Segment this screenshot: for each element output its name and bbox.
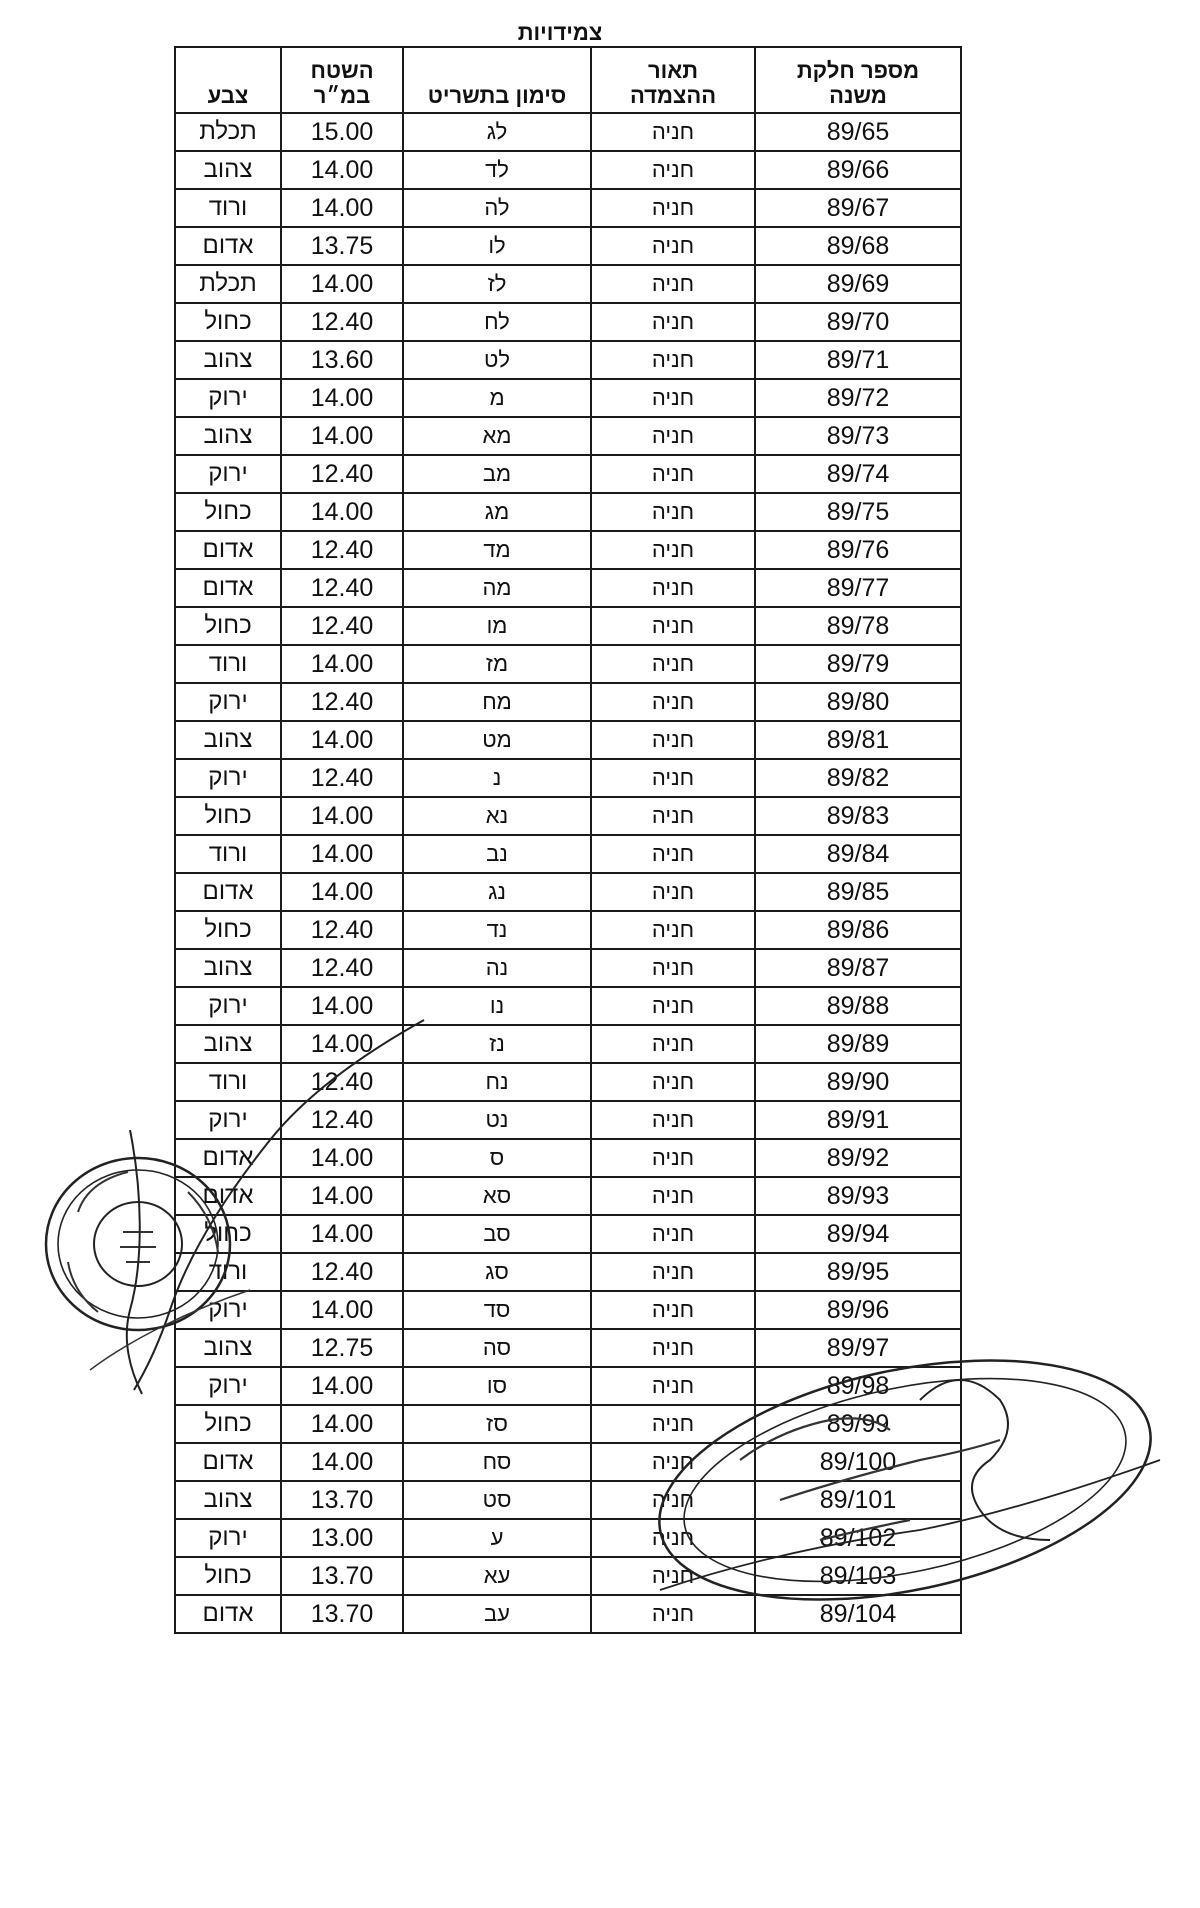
cell-parcel: 89/84 xyxy=(755,835,961,873)
cell-mark: סב xyxy=(403,1215,591,1253)
table-row xyxy=(175,1253,961,1291)
cell-color: אדום xyxy=(175,1443,281,1481)
cell-description: חניה xyxy=(591,1101,755,1139)
cell-mark: מד xyxy=(403,531,591,569)
cell-parcel: 89/91 xyxy=(755,1101,961,1139)
cell-color: צהוב xyxy=(175,1025,281,1063)
table-row xyxy=(175,911,961,949)
header-area: השטח במ״ר xyxy=(281,47,403,113)
cell-color: אדום xyxy=(175,873,281,911)
cell-parcel: 89/75 xyxy=(755,493,961,531)
table-row xyxy=(175,987,961,1025)
cell-parcel: 89/72 xyxy=(755,379,961,417)
cell-mark: לה xyxy=(403,189,591,227)
cell-color: ירוק xyxy=(175,1519,281,1557)
cell-area: 14.00 xyxy=(281,797,403,835)
cell-color: ירוק xyxy=(175,379,281,417)
cell-area: 14.00 xyxy=(281,1215,403,1253)
cell-area: 14.00 xyxy=(281,1291,403,1329)
cell-parcel: 89/96 xyxy=(755,1291,961,1329)
cell-parcel: 89/76 xyxy=(755,531,961,569)
cell-color: כחול xyxy=(175,493,281,531)
header-color: צבע xyxy=(175,47,281,113)
cell-area: 14.00 xyxy=(281,835,403,873)
cell-mark: נט xyxy=(403,1101,591,1139)
table-row xyxy=(175,1215,961,1253)
cell-mark: נד xyxy=(403,911,591,949)
cell-description: חניה xyxy=(591,987,755,1025)
cell-description: חניה xyxy=(591,1177,755,1215)
cell-mark: סא xyxy=(403,1177,591,1215)
table-row xyxy=(175,1367,961,1405)
cell-mark: מ xyxy=(403,379,591,417)
cell-description: חניה xyxy=(591,873,755,911)
table-row xyxy=(175,1405,961,1443)
cell-parcel: 89/97 xyxy=(755,1329,961,1367)
table-row xyxy=(175,1443,961,1481)
table-row xyxy=(175,1139,961,1177)
cell-description: חניה xyxy=(591,303,755,341)
cell-area: 12.40 xyxy=(281,1101,403,1139)
table-row xyxy=(175,189,961,227)
cell-mark: סג xyxy=(403,1253,591,1291)
table-row xyxy=(175,759,961,797)
cell-description: חניה xyxy=(591,113,755,151)
cell-area: 14.00 xyxy=(281,493,403,531)
cell-color: ירוק xyxy=(175,1291,281,1329)
cell-description: חניה xyxy=(591,531,755,569)
cell-area: 14.00 xyxy=(281,1367,403,1405)
cell-parcel: 89/78 xyxy=(755,607,961,645)
cell-color: ורוד xyxy=(175,835,281,873)
cell-parcel: 89/82 xyxy=(755,759,961,797)
cell-mark: סה xyxy=(403,1329,591,1367)
cell-area: 12.40 xyxy=(281,455,403,493)
cell-mark: עב xyxy=(403,1595,591,1633)
cell-parcel: 89/80 xyxy=(755,683,961,721)
table-row xyxy=(175,379,961,417)
cell-mark: לז xyxy=(403,265,591,303)
cell-color: תכלת xyxy=(175,113,281,151)
cell-description: חניה xyxy=(591,797,755,835)
cell-color: ירוק xyxy=(175,455,281,493)
cell-mark: מג xyxy=(403,493,591,531)
cell-parcel: 89/65 xyxy=(755,113,961,151)
cell-description: חניה xyxy=(591,341,755,379)
cell-description: חניה xyxy=(591,835,755,873)
cell-mark: סו xyxy=(403,1367,591,1405)
cell-color: ירוק xyxy=(175,1367,281,1405)
cell-area: 12.40 xyxy=(281,569,403,607)
table-row xyxy=(175,455,961,493)
table-row xyxy=(175,1595,961,1633)
cell-description: חניה xyxy=(591,1063,755,1101)
cell-area: 12.40 xyxy=(281,1063,403,1101)
table-row xyxy=(175,683,961,721)
cell-area: 12.40 xyxy=(281,911,403,949)
cell-color: ורוד xyxy=(175,189,281,227)
cell-parcel: 89/71 xyxy=(755,341,961,379)
cell-color: צהוב xyxy=(175,1481,281,1519)
cell-color: ירוק xyxy=(175,683,281,721)
cell-area: 12.40 xyxy=(281,949,403,987)
cell-description: חניה xyxy=(591,1481,755,1519)
cell-area: 15.00 xyxy=(281,113,403,151)
cell-mark: סח xyxy=(403,1443,591,1481)
cell-description: חניה xyxy=(591,683,755,721)
cell-color: ורוד xyxy=(175,1253,281,1291)
cell-area: 12.40 xyxy=(281,759,403,797)
page-title: צמידויות xyxy=(517,20,603,45)
cell-color: כחול xyxy=(175,911,281,949)
cell-description: חניה xyxy=(591,569,755,607)
cell-description: חניה xyxy=(591,227,755,265)
cell-mark: לו xyxy=(403,227,591,265)
cell-color: ירוק xyxy=(175,987,281,1025)
attachments-table xyxy=(174,46,962,1634)
cell-description: חניה xyxy=(591,1443,755,1481)
cell-area: 12.40 xyxy=(281,531,403,569)
cell-description: חניה xyxy=(591,1253,755,1291)
cell-mark: נה xyxy=(403,949,591,987)
table-row xyxy=(175,1329,961,1367)
cell-mark: סט xyxy=(403,1481,591,1519)
cell-color: ורוד xyxy=(175,1063,281,1101)
cell-mark: נח xyxy=(403,1063,591,1101)
cell-mark: לד xyxy=(403,151,591,189)
cell-mark: מב xyxy=(403,455,591,493)
cell-description: חניה xyxy=(591,189,755,227)
cell-parcel: 89/95 xyxy=(755,1253,961,1291)
cell-area: 14.00 xyxy=(281,873,403,911)
table-row xyxy=(175,1063,961,1101)
cell-area: 13.75 xyxy=(281,227,403,265)
cell-mark: נו xyxy=(403,987,591,1025)
cell-description: חניה xyxy=(591,151,755,189)
cell-area: 14.00 xyxy=(281,151,403,189)
table-header-row xyxy=(175,47,961,113)
cell-parcel: 89/100 xyxy=(755,1443,961,1481)
cell-area: 13.00 xyxy=(281,1519,403,1557)
cell-mark: סד xyxy=(403,1291,591,1329)
cell-color: אדום xyxy=(175,1139,281,1177)
cell-area: 14.00 xyxy=(281,417,403,455)
cell-parcel: 89/102 xyxy=(755,1519,961,1557)
cell-description: חניה xyxy=(591,911,755,949)
cell-parcel: 89/87 xyxy=(755,949,961,987)
cell-parcel: 89/83 xyxy=(755,797,961,835)
cell-description: חניה xyxy=(591,1519,755,1557)
cell-description: חניה xyxy=(591,379,755,417)
cell-description: חניה xyxy=(591,759,755,797)
cell-parcel: 89/101 xyxy=(755,1481,961,1519)
cell-color: צהוב xyxy=(175,1329,281,1367)
cell-mark: מז xyxy=(403,645,591,683)
cell-parcel: 89/81 xyxy=(755,721,961,759)
table-row xyxy=(175,1519,961,1557)
cell-parcel: 89/93 xyxy=(755,1177,961,1215)
cell-area: 12.40 xyxy=(281,683,403,721)
cell-description: חניה xyxy=(591,721,755,759)
cell-area: 14.00 xyxy=(281,265,403,303)
table-row xyxy=(175,1481,961,1519)
cell-parcel: 89/69 xyxy=(755,265,961,303)
cell-color: כחול xyxy=(175,607,281,645)
cell-color: ירוק xyxy=(175,759,281,797)
cell-parcel: 89/86 xyxy=(755,911,961,949)
cell-mark: נג xyxy=(403,873,591,911)
cell-parcel: 89/70 xyxy=(755,303,961,341)
cell-mark: לג xyxy=(403,113,591,151)
header-parcel: מספר חלקת משנה xyxy=(755,47,961,113)
cell-area: 12.40 xyxy=(281,303,403,341)
cell-color: צהוב xyxy=(175,417,281,455)
cell-parcel: 89/68 xyxy=(755,227,961,265)
cell-mark: מו xyxy=(403,607,591,645)
cell-color: צהוב xyxy=(175,151,281,189)
cell-area: 14.00 xyxy=(281,379,403,417)
table-row xyxy=(175,607,961,645)
table-row xyxy=(175,645,961,683)
table-row xyxy=(175,303,961,341)
cell-description: חניה xyxy=(591,1291,755,1329)
cell-description: חניה xyxy=(591,1595,755,1633)
cell-area: 14.00 xyxy=(281,721,403,759)
cell-color: צהוב xyxy=(175,721,281,759)
table-row xyxy=(175,227,961,265)
cell-description: חניה xyxy=(591,1025,755,1063)
cell-parcel: 89/73 xyxy=(755,417,961,455)
cell-color: אדום xyxy=(175,531,281,569)
table-row xyxy=(175,1101,961,1139)
cell-mark: נ xyxy=(403,759,591,797)
cell-description: חניה xyxy=(591,1405,755,1443)
cell-area: 14.00 xyxy=(281,1139,403,1177)
cell-area: 14.00 xyxy=(281,645,403,683)
cell-area: 12.40 xyxy=(281,607,403,645)
cell-color: אדום xyxy=(175,1595,281,1633)
cell-color: אדום xyxy=(175,1177,281,1215)
cell-area: 14.00 xyxy=(281,987,403,1025)
cell-parcel: 89/88 xyxy=(755,987,961,1025)
cell-mark: מט xyxy=(403,721,591,759)
cell-color: כחול xyxy=(175,303,281,341)
cell-mark: סז xyxy=(403,1405,591,1443)
cell-color: צהוב xyxy=(175,949,281,987)
cell-description: חניה xyxy=(591,949,755,987)
cell-parcel: 89/90 xyxy=(755,1063,961,1101)
cell-area: 12.40 xyxy=(281,1253,403,1291)
cell-parcel: 89/74 xyxy=(755,455,961,493)
cell-color: כחול xyxy=(175,797,281,835)
cell-mark: נב xyxy=(403,835,591,873)
cell-parcel: 89/77 xyxy=(755,569,961,607)
cell-color: כחול xyxy=(175,1557,281,1595)
cell-color: כחול xyxy=(175,1215,281,1253)
table-row xyxy=(175,531,961,569)
cell-color: כחול xyxy=(175,1405,281,1443)
cell-mark: לט xyxy=(403,341,591,379)
cell-mark: נז xyxy=(403,1025,591,1063)
table-row xyxy=(175,873,961,911)
cell-description: חניה xyxy=(591,607,755,645)
cell-description: חניה xyxy=(591,1367,755,1405)
header-mark: סימון בתשריט xyxy=(403,47,591,113)
table-row xyxy=(175,721,961,759)
cell-area: 14.00 xyxy=(281,1405,403,1443)
table-row xyxy=(175,1025,961,1063)
table-row xyxy=(175,949,961,987)
cell-area: 12.75 xyxy=(281,1329,403,1367)
cell-description: חניה xyxy=(591,493,755,531)
cell-color: ירוק xyxy=(175,1101,281,1139)
table-row xyxy=(175,341,961,379)
cell-parcel: 89/98 xyxy=(755,1367,961,1405)
cell-parcel: 89/79 xyxy=(755,645,961,683)
cell-mark: עא xyxy=(403,1557,591,1595)
table-row xyxy=(175,151,961,189)
cell-parcel: 89/66 xyxy=(755,151,961,189)
cell-parcel: 89/94 xyxy=(755,1215,961,1253)
cell-color: אדום xyxy=(175,227,281,265)
table-row xyxy=(175,1557,961,1595)
table-row xyxy=(175,797,961,835)
cell-parcel: 89/103 xyxy=(755,1557,961,1595)
cell-area: 14.00 xyxy=(281,189,403,227)
cell-parcel: 89/92 xyxy=(755,1139,961,1177)
cell-description: חניה xyxy=(591,645,755,683)
cell-mark: ע xyxy=(403,1519,591,1557)
cell-area: 14.00 xyxy=(281,1177,403,1215)
table-row xyxy=(175,1177,961,1215)
cell-area: 13.70 xyxy=(281,1481,403,1519)
cell-description: חניה xyxy=(591,265,755,303)
table-row xyxy=(175,493,961,531)
cell-color: צהוב xyxy=(175,341,281,379)
cell-area: 13.70 xyxy=(281,1595,403,1633)
cell-parcel: 89/99 xyxy=(755,1405,961,1443)
cell-color: תכלת xyxy=(175,265,281,303)
cell-description: חניה xyxy=(591,1329,755,1367)
cell-parcel: 89/85 xyxy=(755,873,961,911)
cell-description: חניה xyxy=(591,455,755,493)
header-description: תאור ההצמדה xyxy=(591,47,755,113)
cell-mark: לח xyxy=(403,303,591,341)
cell-area: 14.00 xyxy=(281,1443,403,1481)
cell-description: חניה xyxy=(591,1557,755,1595)
cell-parcel: 89/67 xyxy=(755,189,961,227)
cell-description: חניה xyxy=(591,1139,755,1177)
table-row xyxy=(175,1291,961,1329)
cell-color: ורוד xyxy=(175,645,281,683)
cell-mark: מה xyxy=(403,569,591,607)
cell-description: חניה xyxy=(591,417,755,455)
cell-area: 13.60 xyxy=(281,341,403,379)
cell-area: 14.00 xyxy=(281,1025,403,1063)
table-row xyxy=(175,113,961,151)
cell-description: חניה xyxy=(591,1215,755,1253)
table-row xyxy=(175,417,961,455)
cell-mark: מח xyxy=(403,683,591,721)
cell-color: אדום xyxy=(175,569,281,607)
cell-area: 13.70 xyxy=(281,1557,403,1595)
cell-mark: מא xyxy=(403,417,591,455)
cell-parcel: 89/89 xyxy=(755,1025,961,1063)
cell-mark: ס xyxy=(403,1139,591,1177)
table-row xyxy=(175,835,961,873)
cell-mark: נא xyxy=(403,797,591,835)
table-row xyxy=(175,569,961,607)
cell-parcel: 89/104 xyxy=(755,1595,961,1633)
table-row xyxy=(175,265,961,303)
